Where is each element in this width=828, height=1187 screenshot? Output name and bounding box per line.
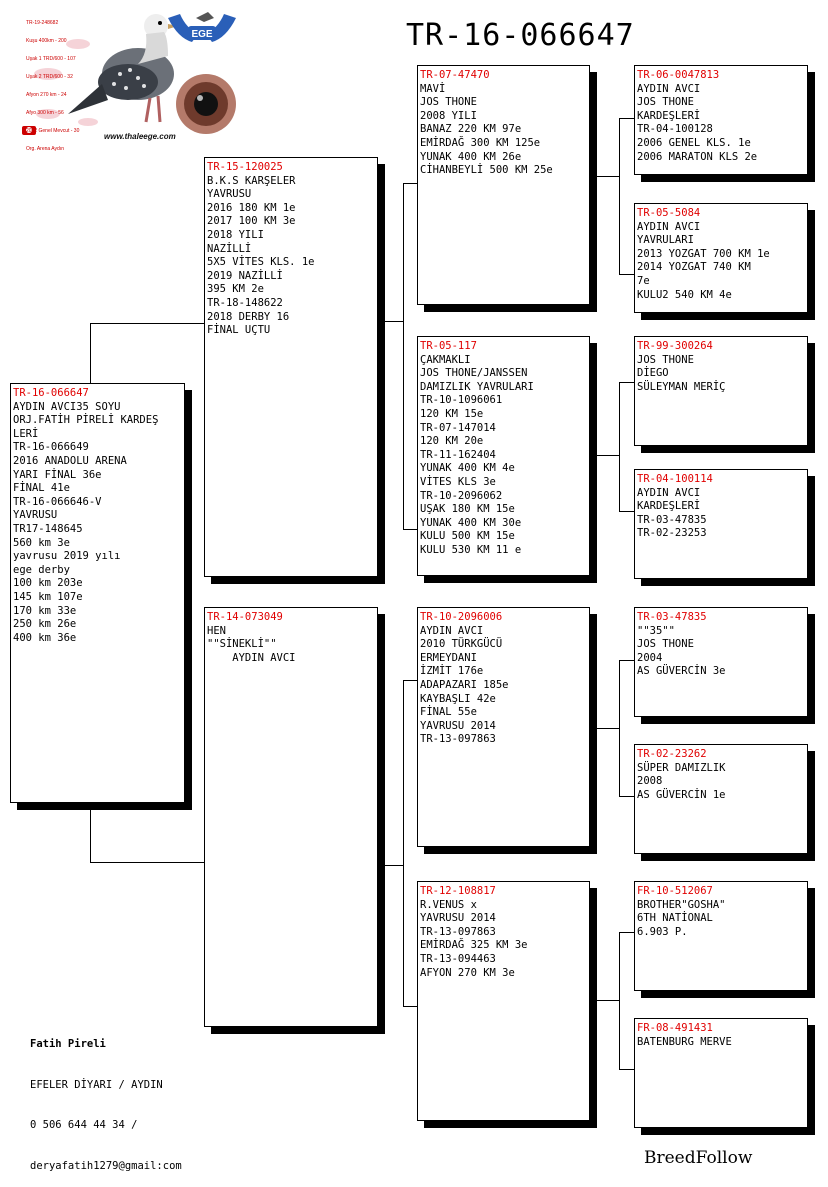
connector-ss-children	[619, 118, 635, 275]
ring-number: TR-04-100114	[637, 473, 713, 485]
card-line: 2006 GENEL KLS. 1e	[637, 136, 751, 149]
card-line: YAVRUSU 2014	[420, 912, 496, 925]
ring-number: TR-07-47470	[420, 69, 490, 81]
card-line: DİEGO	[637, 367, 669, 380]
card-line: 2013 YOZGAT 700 KM 1e	[637, 247, 770, 260]
card-line: 120 KM 15e	[420, 407, 484, 420]
card-line: TR-04-100128	[637, 123, 713, 136]
card-line: B.K.S KARŞELER	[207, 174, 296, 187]
card-line: FİNAL 55e	[420, 706, 477, 719]
ring-number: TR-05-117	[420, 340, 477, 352]
card-line: BATENBURG MERVE	[637, 1035, 732, 1048]
card-line: AYDIN AVCI	[637, 486, 701, 499]
pedigree-card-dss	[634, 607, 808, 717]
card-line: SÜLEYMAN MERİÇ	[637, 380, 726, 393]
card-line: İZMİT 176e	[420, 665, 484, 678]
card-line: 2016 ANADOLU ARENA	[13, 454, 127, 467]
card-line: ERMEYDANI	[420, 651, 477, 664]
ring-number: TR-16-066647	[13, 387, 89, 399]
card-line: 2014 YOZGAT 740 KM	[637, 261, 751, 274]
owner-phone: 0 506 644 44 34 /	[30, 1119, 138, 1131]
pedigree-card-ddd	[634, 1018, 808, 1128]
card-line: ORJ.FATİH PİRELİ KARDEŞ	[13, 414, 159, 427]
connector-dam-mid	[378, 865, 403, 866]
card-line: TR-16-066646-V	[13, 495, 102, 508]
card-line: AYDIN AVCI	[207, 651, 296, 664]
pedigree-card-sire-sire	[417, 65, 590, 305]
connector-sire-mid	[378, 321, 403, 322]
card-line: UŞAK 180 KM 15e	[420, 503, 515, 516]
card-line: TR-16-066649	[13, 441, 89, 454]
card-line: JOS THONE	[637, 96, 694, 109]
card-line: KARDEŞLERİ	[637, 500, 701, 513]
connector-ss-mid	[590, 176, 619, 177]
card-line: ""35""	[637, 624, 675, 637]
card-line: TR-10-2096062	[420, 489, 503, 502]
card-line: AS GÜVERCİN 1e	[637, 788, 726, 801]
logo-website: www.thaleege.com	[104, 132, 176, 141]
card-line: AYDIN AVCI	[637, 220, 701, 233]
card-line: 400 km 36e	[13, 631, 77, 644]
card-line: YUNAK 400 KM 30e	[420, 516, 522, 529]
pedigree-card-dds	[634, 881, 808, 991]
connector-dam-children	[403, 680, 418, 1007]
card-line: ege derby	[13, 563, 70, 576]
card-line: KULU2 540 KM 4e	[637, 288, 732, 301]
ring-number: TR-10-2096006	[420, 611, 503, 623]
card-line: 2018 DERBY 16	[207, 310, 290, 323]
card-line: 2008	[637, 775, 663, 788]
connector-subject-dam	[90, 805, 205, 863]
card-line: TR-13-097863	[420, 733, 496, 746]
pedigree-card-subject	[10, 383, 185, 803]
card-line: JOS THONE	[637, 638, 694, 651]
card-line: KULU 500 KM 15e	[420, 530, 515, 543]
card-line: 5X5 VİTES KLS. 1e	[207, 256, 315, 269]
card-line: 2006 MARATON KLS 2e	[637, 150, 758, 163]
connector-sd-children	[619, 382, 635, 512]
card-line: YAVRULARI	[637, 234, 694, 247]
pedigree-card-ssd	[634, 203, 808, 313]
footer-brand: BreedFollow	[644, 1148, 753, 1168]
ring-number: TR-06-0047813	[637, 69, 720, 81]
card-line: TR-13-097863	[420, 925, 496, 938]
card-line: CİHANBEYLİ 500 KM 25e	[420, 164, 553, 177]
card-line: BROTHER"GOSHA"	[637, 898, 726, 911]
card-line: ÇAKMAKLI	[420, 353, 471, 366]
card-line: AYDIN AVCI	[420, 624, 484, 637]
card-line: yavrusu 2019 yılı	[13, 550, 121, 563]
card-line: 560 km 3e	[13, 536, 70, 549]
card-line: YARI FİNAL 36e	[13, 468, 102, 481]
pedigree-card-sire-dam	[417, 336, 590, 576]
card-line: YAVRUSU	[13, 509, 58, 522]
card-line: 170 km 33e	[13, 604, 77, 617]
card-line: ""SİNEKLİ""	[207, 638, 277, 651]
pedigree-card-sire	[204, 157, 378, 577]
card-line: 7e	[637, 274, 650, 287]
card-line: YUNAK 400 KM 4e	[420, 462, 515, 475]
pedigree-card-dam-sire	[417, 607, 590, 847]
logo-stats: TR-19-248682 Kuşu 400km - 200 Uşak 1 TRD/600 - 107 Uşak 2 TRD/600 - 32 Afyon 270 km - 24 Afyo 300 km - 56 2022 Genel Mevcut - 30 Org. Arena Aydın	[26, 20, 80, 152]
connector-ds-children	[619, 660, 635, 797]
connector-subject-sire	[90, 323, 205, 384]
card-line: 2004	[637, 651, 663, 664]
card-line: AYDIN AVCI35 SOYU	[13, 400, 121, 413]
card-line: HEN	[207, 624, 226, 637]
connector-dd-mid	[590, 1000, 619, 1001]
ring-number: TR-02-23262	[637, 748, 707, 760]
card-line: TR-03-47835	[637, 513, 707, 526]
card-line: 145 km 107e	[13, 590, 83, 603]
card-line: AYDIN AVCI	[637, 82, 701, 95]
ring-number: FR-08-491431	[637, 1022, 713, 1034]
ring-number: FR-10-512067	[637, 885, 713, 897]
ring-number: TR-15-120025	[207, 161, 283, 173]
owner-info	[30, 1011, 182, 1187]
card-line: 6.903 P.	[637, 925, 688, 938]
ring-number: TR-03-47835	[637, 611, 707, 623]
connector-dd-children	[619, 932, 635, 1070]
pedigree-card-sds	[634, 336, 808, 446]
card-line: EMİRDAĞ 325 KM 3e	[420, 939, 528, 952]
ring-number: TR-99-300264	[637, 340, 713, 352]
card-line: JOS THONE	[637, 353, 694, 366]
card-line: AS GÜVERCİN 3e	[637, 665, 726, 678]
card-line: EMİRDAĞ 300 KM 125e	[420, 136, 541, 149]
card-line: KULU 530 KM 11 e	[420, 543, 522, 556]
card-line: TR-02-23253	[637, 527, 707, 540]
card-line: TR-10-1096061	[420, 394, 503, 407]
owner-name: Fatih Pireli	[30, 1038, 106, 1050]
card-line: YAVRUSU 2014	[420, 719, 496, 732]
card-line: AFYON 270 KM 3e	[420, 966, 515, 979]
card-line: LERİ	[13, 427, 39, 440]
card-line: JOS THONE/JANSSEN	[420, 367, 528, 380]
ring-number: TR-12-108817	[420, 885, 496, 897]
card-line: TR-18-148622	[207, 296, 283, 309]
logo-banner	[18, 4, 240, 152]
ring-number: TR-14-073049	[207, 611, 283, 623]
card-line: MAVİ	[420, 82, 446, 95]
card-line: 395 KM 2e	[207, 283, 264, 296]
pedigree-card-dam	[204, 607, 378, 1027]
card-line: BANAZ 220 KM 97e	[420, 123, 522, 136]
card-line: 120 KM 20e	[420, 435, 484, 448]
card-line: 2017 100 KM 3e	[207, 215, 296, 228]
card-line: NAZİLLİ	[207, 242, 252, 255]
card-line: YUNAK 400 KM 26e	[420, 150, 522, 163]
connector-sire-children	[403, 183, 418, 530]
pedigree-card-dsd	[634, 744, 808, 854]
card-line: DAMIZLIK YAVRULARI	[420, 380, 534, 393]
card-line: FİNAL UÇTU	[207, 324, 271, 337]
connector-sd-mid	[590, 455, 619, 456]
pedigree-card-dam-dam	[417, 881, 590, 1121]
owner-email: deryafatih1279@gmail:com	[30, 1159, 182, 1172]
connector-ds-mid	[590, 728, 619, 729]
card-line: 2019 NAZİLLİ	[207, 269, 283, 282]
owner-line: EFELER DİYARI / AYDIN	[30, 1078, 163, 1091]
card-line: 2008 YILI	[420, 109, 477, 122]
card-line: KAYBAŞLI 42e	[420, 692, 496, 705]
card-line: TR-13-094463	[420, 952, 496, 965]
svg-text:EGE: EGE	[191, 29, 213, 40]
card-line: 2018 YILI	[207, 228, 264, 241]
pedigree-card-sdd	[634, 469, 808, 579]
card-line: TR-07-147014	[420, 421, 496, 434]
card-line: 100 km 203e	[13, 577, 83, 590]
card-line: 250 km 26e	[13, 618, 77, 631]
ring-number: TR-05-5084	[637, 207, 701, 219]
card-line: TR17-148645	[13, 522, 83, 535]
card-line: FİNAL 41e	[13, 482, 70, 495]
card-line: R.VENUS x	[420, 898, 477, 911]
card-line: JOS THONE	[420, 96, 477, 109]
card-line: KARDEŞLERİ	[637, 109, 701, 122]
card-line: VİTES KLS 3e	[420, 475, 496, 488]
card-line: TR-11-162404	[420, 448, 496, 461]
card-line: YAVRUSU	[207, 188, 252, 201]
card-line: ADAPAZARI 185e	[420, 678, 509, 691]
card-line: 2010 TÜRKGÜCÜ	[420, 638, 503, 651]
page-title: TR-16-066647	[406, 18, 635, 53]
card-line: SÜPER DAMIZLIK	[637, 761, 726, 774]
card-line: 6TH NATİONAL	[637, 912, 713, 925]
pedigree-card-sss	[634, 65, 808, 175]
card-line: 2016 180 KM 1e	[207, 201, 296, 214]
